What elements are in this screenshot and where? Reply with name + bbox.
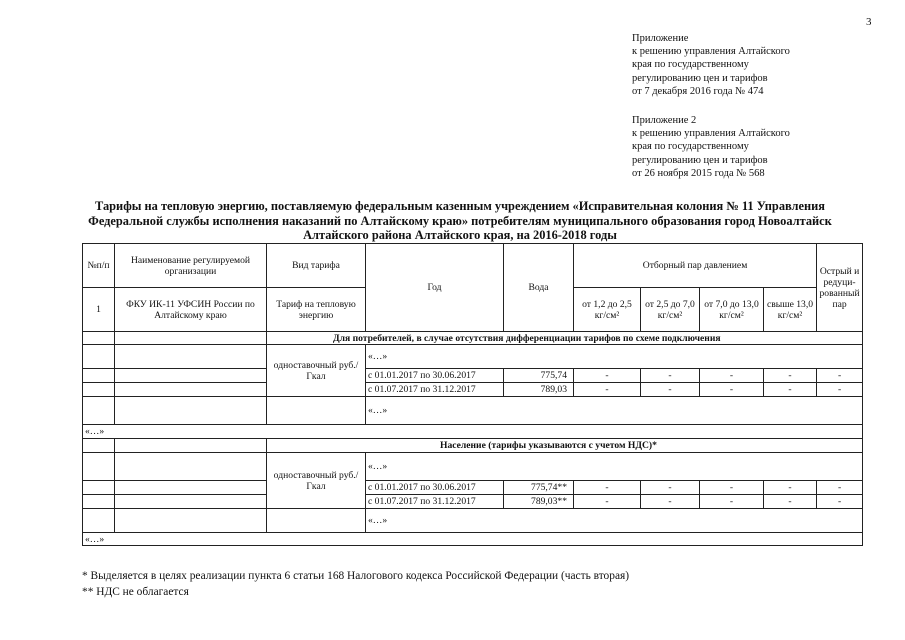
- header-row: [83, 244, 863, 288]
- value-cell: -: [764, 495, 817, 509]
- value-cell: -: [641, 495, 700, 509]
- value-cell: -: [641, 383, 700, 397]
- ellipsis-cell: «…»: [366, 509, 863, 533]
- header-org: Наименование регулируемой организации: [115, 244, 267, 288]
- value-cell: -: [764, 383, 817, 397]
- ellipsis-cell: «…»: [366, 397, 863, 425]
- value-cell: -: [700, 495, 764, 509]
- table-row: [83, 533, 863, 546]
- footnote-no-vat: ** НДС не облагается: [82, 586, 189, 598]
- tariff-type-cell: одноставочный руб./Гкал: [267, 345, 366, 397]
- appendix-line: к решению управления Алтайского: [632, 46, 790, 58]
- tariff-table: [82, 243, 863, 546]
- table-row: [83, 495, 863, 509]
- value-cell: -: [700, 383, 764, 397]
- table-row: [83, 397, 863, 425]
- page-number: 3: [866, 16, 872, 28]
- value-cell: -: [764, 481, 817, 495]
- water-cell: 775,74**: [504, 481, 574, 495]
- appendix-note-2: [632, 114, 790, 180]
- document-title: [70, 199, 850, 243]
- header-tariff-type: Вид тарифа: [267, 244, 366, 288]
- value-cell: -: [817, 383, 863, 397]
- value-cell: -: [641, 481, 700, 495]
- tariff-type-cell: одноставочный руб./Гкал: [267, 453, 366, 509]
- table-row: [83, 369, 863, 383]
- org-name: ФКУ ИК-11 УФСИН России по Алтайскому краю: [115, 288, 267, 332]
- appendix-line: Приложение: [632, 33, 689, 44]
- tariff-name: Тариф на тепловую энергию: [267, 288, 366, 332]
- water-cell: 789,03: [504, 383, 574, 397]
- value-cell: -: [641, 369, 700, 383]
- title-line: Федеральной службы исполнения наказаний по Алтайскому краю» потребителям муниципального образования город Новоалтайск: [88, 213, 832, 228]
- period-cell: с 01.01.2017 по 30.06.2017: [366, 481, 504, 495]
- value-cell: -: [817, 369, 863, 383]
- table-row: [83, 345, 863, 369]
- table-row: [83, 453, 863, 481]
- header-water: Вода: [504, 244, 574, 332]
- table-row: [83, 481, 863, 495]
- period-cell: с 01.01.2017 по 30.06.2017: [366, 369, 504, 383]
- header-steam: Отборный пар давлением: [574, 244, 817, 288]
- section-title: Население (тарифы указываются с учетом НДС)*: [267, 439, 863, 453]
- row-num: 1: [83, 288, 115, 332]
- appendix-line: Приложение 2: [632, 115, 697, 126]
- period-cell: с 01.07.2017 по 31.12.2017: [366, 383, 504, 397]
- value-cell: -: [574, 495, 641, 509]
- header-steam-col-1: от 1,2 до 2,5 кг/см²: [574, 288, 641, 332]
- ellipsis-cell: «…»: [366, 453, 863, 481]
- value-cell: -: [817, 495, 863, 509]
- value-cell: -: [817, 481, 863, 495]
- value-cell: -: [764, 369, 817, 383]
- appendix-line: края по государственному: [632, 59, 749, 71]
- appendix-line: регулированию цен и тарифов: [632, 72, 768, 84]
- value-cell: -: [700, 369, 764, 383]
- header-sharp-steam: Острый и редуци-рованный пар: [817, 244, 863, 332]
- ellipsis-row: «…»: [83, 425, 863, 439]
- table-row: [83, 383, 863, 397]
- water-cell: 789,03**: [504, 495, 574, 509]
- ellipsis-row: «…»: [83, 533, 863, 546]
- title-line: Тарифы на тепловую энергию, поставляемую федеральным казенным учреждением «Исправительная колония № 11 Управления: [95, 199, 825, 213]
- section-title: Для потребителей, в случае отсутствия дифференциации тарифов по схеме подключения: [267, 332, 863, 345]
- appendix-line: регулированию цен и тарифов: [632, 154, 768, 166]
- header-num: №п/п: [83, 244, 115, 288]
- appendix-line: края по государственному: [632, 141, 749, 153]
- header-steam-col-4: свыше 13,0 кг/см²: [764, 288, 817, 332]
- value-cell: -: [574, 369, 641, 383]
- section-row: [83, 439, 863, 453]
- period-cell: с 01.07.2017 по 31.12.2017: [366, 495, 504, 509]
- appendix-line: от 26 ноября 2015 года № 568: [632, 167, 765, 179]
- footnote-vat: * Выделяется в целях реализации пункта 6 статьи 168 Налогового кодекса Российской Федерации (часть вторая): [82, 570, 630, 582]
- title-line: Алтайского района Алтайского края, на 2016-2018 годы: [303, 228, 617, 242]
- appendix-line: к решению управления Алтайского: [632, 128, 790, 140]
- header-steam-col-3: от 7,0 до 13,0 кг/см²: [700, 288, 764, 332]
- section-row: [83, 332, 863, 345]
- water-cell: 775,74: [504, 369, 574, 383]
- value-cell: -: [700, 481, 764, 495]
- header-year: Год: [366, 244, 504, 332]
- value-cell: -: [574, 481, 641, 495]
- table-row: [83, 425, 863, 439]
- ellipsis-cell: «…»: [366, 345, 863, 369]
- table-row: [83, 509, 863, 533]
- appendix-line: от 7 декабря 2016 года № 474: [632, 85, 764, 97]
- header-steam-col-2: от 2,5 до 7,0 кг/см²: [641, 288, 700, 332]
- appendix-note-1: [632, 32, 790, 98]
- value-cell: -: [574, 383, 641, 397]
